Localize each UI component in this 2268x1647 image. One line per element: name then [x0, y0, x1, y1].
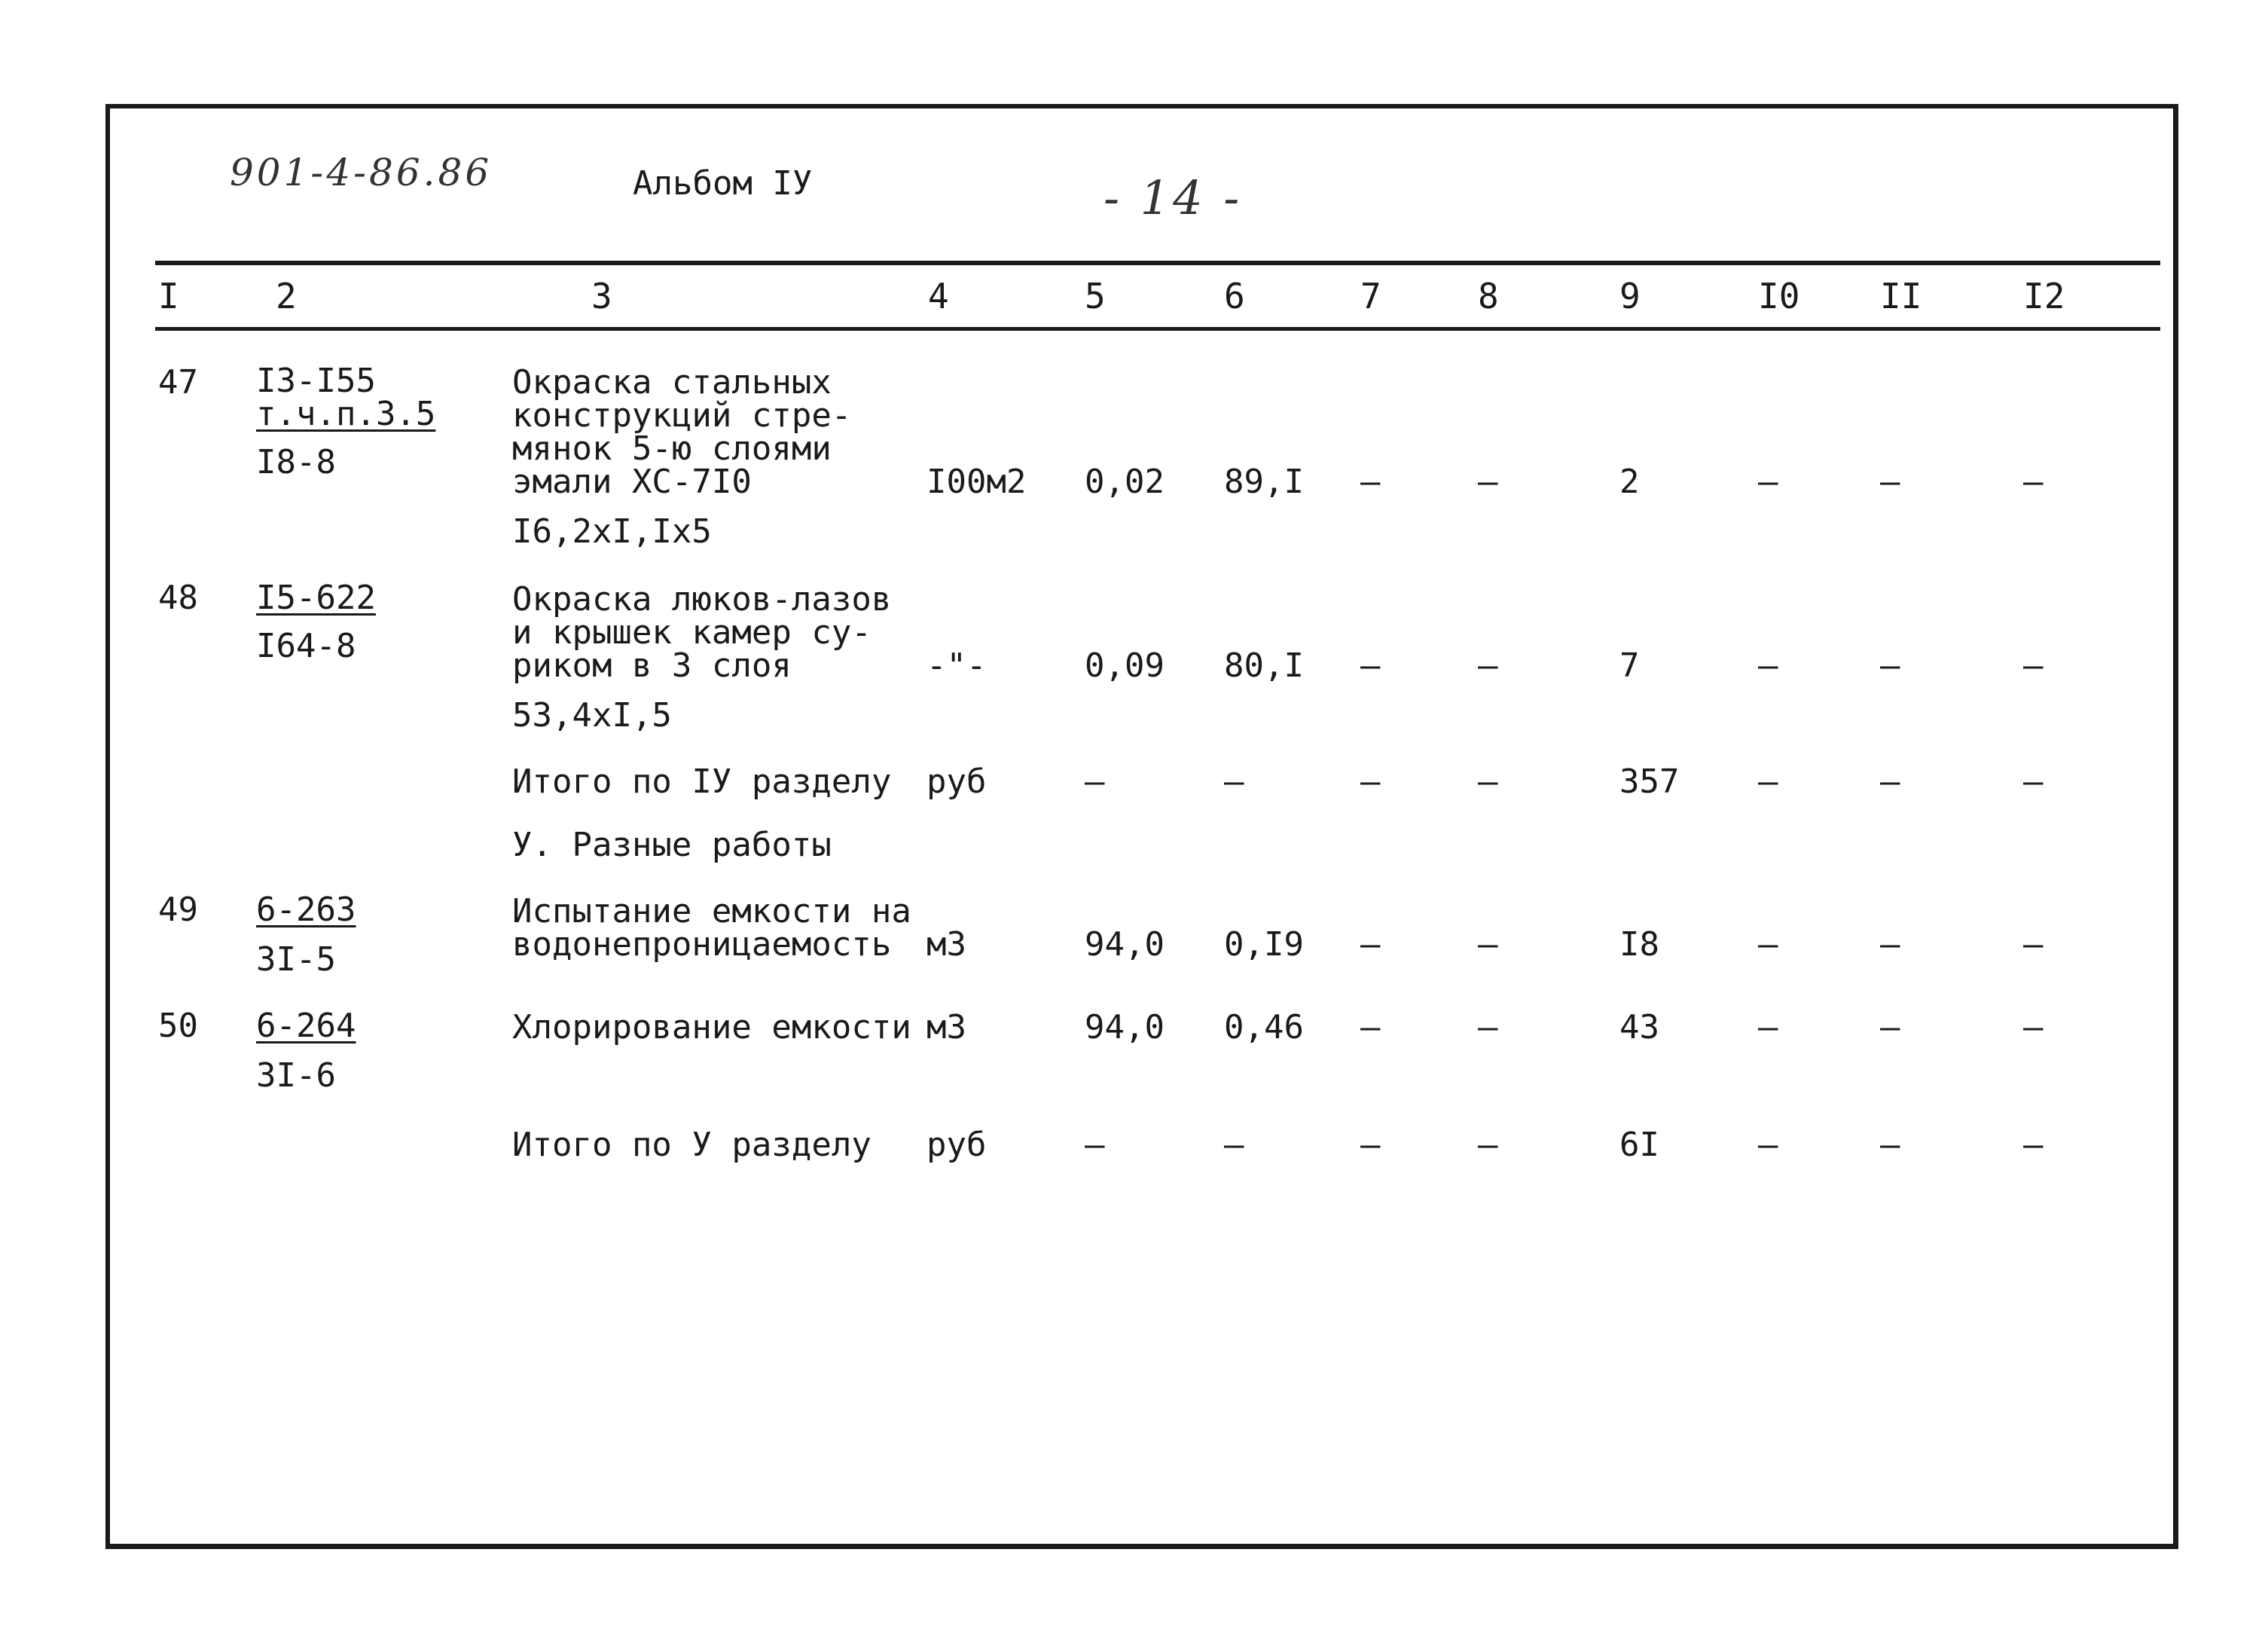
total-cost: 2	[1619, 463, 1640, 501]
work-description: конструкций стре-	[512, 396, 852, 435]
work-description: водонепроницаемость	[512, 925, 892, 964]
col-8-value: –	[1478, 1126, 1498, 1164]
quantity: –	[1085, 1126, 1105, 1164]
column-header: I0	[1758, 276, 1800, 316]
header-rule-top	[155, 261, 2160, 265]
col-11-value: –	[1880, 646, 1900, 685]
column-header: 4	[928, 276, 949, 316]
col-10-value: –	[1758, 762, 1778, 801]
unit: руб	[926, 1126, 987, 1164]
formula: 53,4хI,5	[512, 696, 672, 735]
total-cost: 7	[1619, 646, 1640, 685]
unit: I00м2	[926, 463, 1027, 501]
total-cost: 43	[1619, 1008, 1659, 1047]
work-description: Испытание емкости на	[512, 892, 911, 930]
row-number: 47	[158, 363, 198, 402]
work-description: мянок 5-ю слоями	[512, 429, 832, 468]
column-header: 8	[1478, 276, 1499, 316]
col-8-value: –	[1478, 762, 1498, 801]
column-header: I	[158, 276, 179, 316]
quantity: 0,09	[1085, 646, 1165, 685]
norm-code: 6-263	[256, 891, 356, 929]
col-11-value: –	[1880, 1126, 1900, 1164]
unit-price: 0,46	[1224, 1008, 1304, 1047]
norm-code-note: т.ч.п.3.5	[256, 395, 436, 433]
quantity: 94,0	[1085, 925, 1165, 964]
work-description: эмали ХС-7I0	[512, 463, 752, 501]
unit-price: 89,I	[1224, 463, 1304, 501]
norm-code: 6-264	[256, 1007, 356, 1045]
col-11-value: –	[1880, 463, 1900, 501]
col-7-value: –	[1360, 925, 1381, 964]
page-number: - 14 -	[1103, 170, 1243, 225]
col-12-value: –	[2023, 1008, 2044, 1047]
row-number: 48	[158, 579, 198, 617]
col-10-value: –	[1758, 463, 1778, 501]
price-code: I8-8	[256, 443, 336, 481]
column-header: II	[1880, 276, 1922, 316]
subtotal-label: Итого по IУ разделу	[512, 762, 892, 801]
col-11-value: –	[1880, 762, 1900, 801]
price-code: 3I-6	[256, 1056, 336, 1095]
col-7-value: –	[1360, 1126, 1381, 1164]
col-7-value: –	[1360, 646, 1381, 685]
unit-price: 0,I9	[1224, 925, 1304, 964]
unit: -"-	[926, 646, 987, 685]
unit-price: –	[1224, 762, 1244, 801]
col-8-value: –	[1478, 646, 1498, 685]
document-number: 901-4-86.86	[230, 151, 493, 194]
col-12-value: –	[2023, 646, 2044, 685]
column-header: 2	[276, 276, 297, 316]
col-8-value: –	[1478, 1008, 1498, 1047]
column-header: 7	[1360, 276, 1381, 316]
total-cost: 6I	[1619, 1126, 1659, 1164]
col-10-value: –	[1758, 1008, 1778, 1047]
unit: м3	[926, 925, 966, 964]
header-rule-bottom	[155, 327, 2160, 331]
quantity: 0,02	[1085, 463, 1165, 501]
col-10-value: –	[1758, 646, 1778, 685]
subtotal-label: Итого по У разделу	[512, 1126, 871, 1164]
unit-price: 80,I	[1224, 646, 1304, 685]
column-header: 3	[591, 276, 612, 316]
work-description: Окраска люков-лазов	[512, 580, 892, 619]
col-11-value: –	[1880, 1008, 1900, 1047]
column-header: 6	[1224, 276, 1245, 316]
formula: I6,2хI,Iх5	[512, 512, 712, 551]
column-header: 5	[1085, 276, 1106, 316]
row-number: 50	[158, 1007, 198, 1045]
col-8-value: –	[1478, 925, 1498, 964]
column-header: 9	[1619, 276, 1641, 316]
col-10-value: –	[1758, 925, 1778, 964]
col-11-value: –	[1880, 925, 1900, 964]
unit: м3	[926, 1008, 966, 1047]
col-7-value: –	[1360, 762, 1381, 801]
col-7-value: –	[1360, 1008, 1381, 1047]
work-description: Хлорирование емкости	[512, 1008, 911, 1047]
norm-code: I5-622	[256, 579, 376, 617]
price-code: I64-8	[256, 627, 356, 665]
work-description: и крышек камер су-	[512, 613, 871, 652]
section-title: У. Разные работы	[512, 826, 832, 864]
album-label: Альбом IУ	[633, 164, 813, 203]
row-number: 49	[158, 891, 198, 929]
col-7-value: –	[1360, 463, 1381, 501]
column-header: I2	[2023, 276, 2065, 316]
total-cost: I8	[1619, 925, 1659, 964]
work-description: риком в 3 слоя	[512, 646, 792, 685]
total-cost: 357	[1619, 762, 1680, 801]
price-code: 3I-5	[256, 940, 336, 979]
col-8-value: –	[1478, 463, 1498, 501]
page-frame	[105, 104, 2178, 1549]
unit-price: –	[1224, 1126, 1244, 1164]
col-12-value: –	[2023, 925, 2044, 964]
col-12-value: –	[2023, 1126, 2044, 1164]
col-12-value: –	[2023, 762, 2044, 801]
col-12-value: –	[2023, 463, 2044, 501]
quantity: 94,0	[1085, 1008, 1165, 1047]
unit: руб	[926, 762, 987, 801]
col-10-value: –	[1758, 1126, 1778, 1164]
quantity: –	[1085, 762, 1105, 801]
norm-code: I3-I55	[256, 362, 376, 400]
work-description: Окраска стальных	[512, 363, 832, 402]
